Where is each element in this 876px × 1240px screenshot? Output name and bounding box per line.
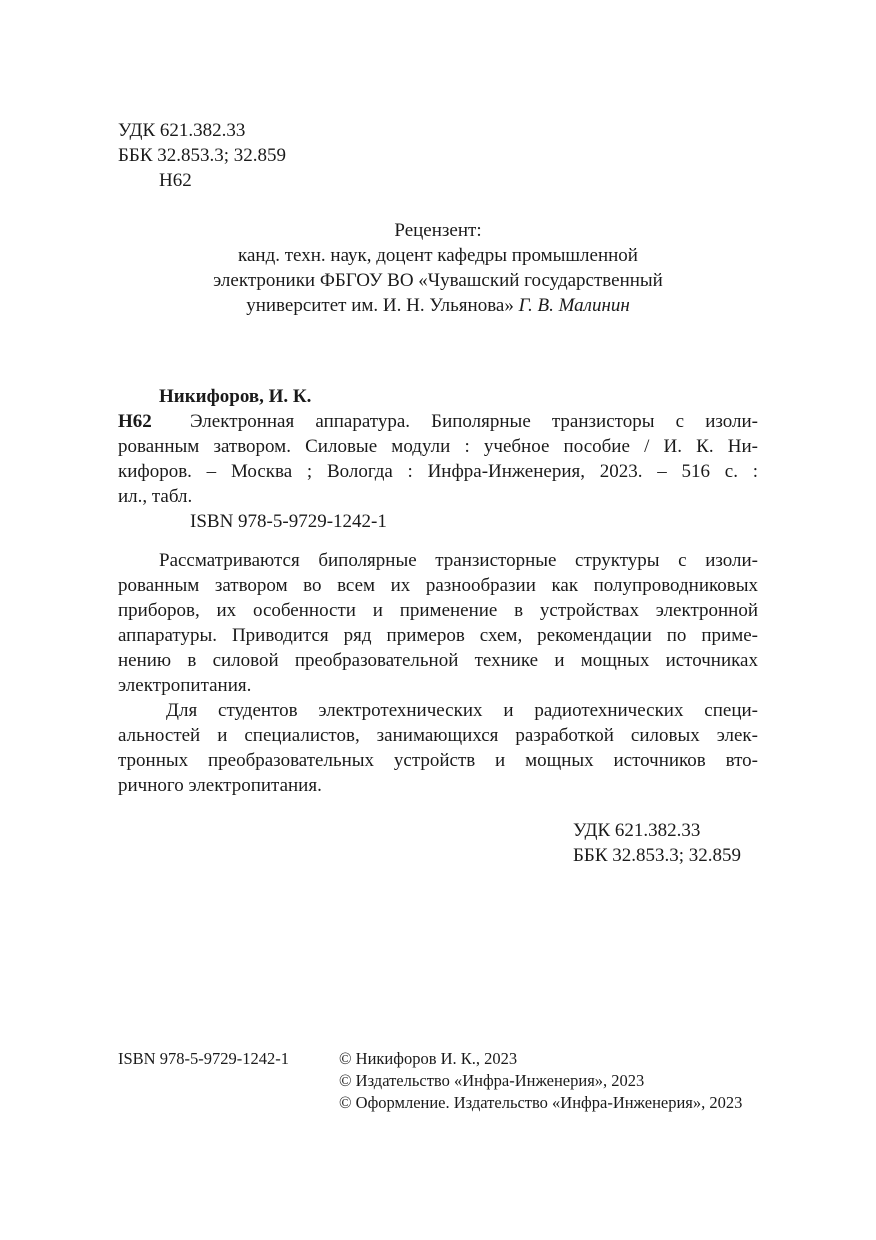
reviewer-affiliation: университет им. И. Н. Ульянова»	[246, 295, 514, 316]
annotation-p1-line: аппаратуры. Приводится ряд примеров схем, рекомендации по приме-	[118, 625, 758, 646]
reviewer-block	[118, 218, 758, 318]
top-udk: УДК 621.382.33	[118, 120, 246, 141]
annotation-p1-line: нению в силовой преобразовательной технике и мощных источниках	[118, 650, 758, 671]
top-author-mark: Н62	[159, 170, 192, 191]
copyright-author: © Никифоров И. К., 2023	[339, 1049, 518, 1068]
annotation-p2-line: Для студентов электротехнических и радиотехнических специ-	[166, 700, 758, 721]
copyright-design: © Оформление. Издательство «Инфра-Инженерия», 2023	[339, 1093, 743, 1112]
reviewer-line-1: канд. техн. наук, доцент кафедры промышленной	[238, 245, 638, 266]
annotation-p1-line: Рассматриваются биполярные транзисторные структуры с изоли-	[159, 550, 758, 571]
reviewer-name: Г. В. Малинин	[518, 295, 630, 316]
annotation-p1-line: приборов, их особенности и применение в устройствах электронной	[118, 600, 758, 621]
annotation-p1-line: рованным затвором во всем их разнообразии как полупроводниковых	[118, 575, 758, 596]
annotation-p1-line: электропитания.	[118, 675, 252, 696]
copyright-publisher: © Издательство «Инфра-Инженерия», 2023	[339, 1071, 645, 1090]
reviewer-label: Рецензент:	[394, 220, 482, 241]
catalog-desc-line-3: кифоров. – Москва ; Вологда : Инфра-Инженерия, 2023. – 516 с. :	[118, 461, 758, 482]
annotation	[118, 548, 758, 798]
imprint-isbn: ISBN 978-5-9729-1242-1	[118, 1049, 289, 1068]
annotation-p2-line: альностей и специалистов, занимающихся разработкой силовых элек-	[118, 725, 758, 746]
catalog-author: Никифоров, И. К.	[159, 386, 312, 407]
bottom-bbk: ББК 32.853.3; 32.859	[573, 845, 742, 866]
catalog-mark: Н62	[118, 411, 152, 432]
reviewer-line-2: электроники ФБГОУ ВО «Чувашский государственный	[213, 270, 663, 291]
annotation-p2-line: ричного электропитания.	[118, 775, 322, 796]
catalog-desc-line-2: рованным затвором. Силовые модули : учебное пособие / И. К. Ни-	[118, 436, 758, 457]
catalog-isbn: ISBN 978-5-9729-1242-1	[190, 511, 387, 532]
catalog-desc-line-4: ил., табл.	[118, 486, 193, 507]
bottom-udk: УДК 621.382.33	[573, 820, 701, 841]
top-bbk: ББК 32.853.3; 32.859	[118, 145, 287, 166]
annotation-p2-line: тронных преобразовательных устройств и мощных источников вто-	[118, 750, 758, 771]
catalog-desc-line-1: Электронная аппаратура. Биполярные транзисторы с изоли-	[190, 411, 758, 432]
reviewer-line-3	[118, 293, 758, 318]
catalog-description	[118, 409, 758, 534]
